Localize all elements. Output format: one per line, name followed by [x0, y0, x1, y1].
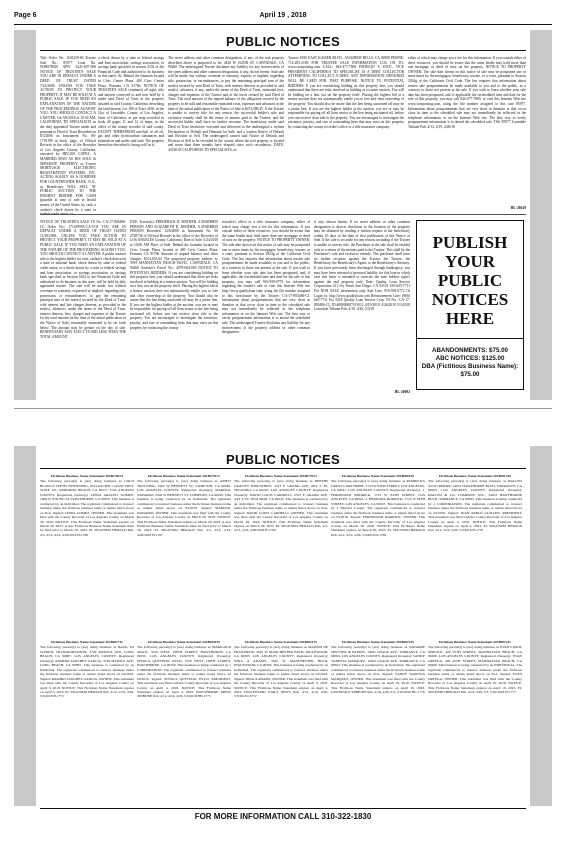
- fbn-notice-heading: Fictitious Business Name Statement 2018087235: [342, 640, 414, 644]
- fbn-notice-body: The following person(s) is (are) doing business as DEPTHS GRAVITY INDUSTRIES, 2313 E GRAND AVE, APT 3, EL SEGUNDO, CA 90245. LOS ANGELES COUNTY. Registered Owner(s): DAVID LOUIS CARDELLI, 2313 E GRAND AVE, APT 3, EL SEGUNDO, CA 90245. This business is conducted by an Individual. The registrant commenced to transact business under the fictitious business name or names listed above on N/A. Signed: DAVID LOUIS CARDELLI, OWNER. This statement was filed with the County Recorder of Los Angeles County on March 29, 2018. NOTICE: This Fictitious Name Statement expires on March 29, 2023. EL SEGUNDO HERALD Pub. 4/5, 4/12, 4/19, 4/26/2018 H-1768: [234, 479, 328, 533]
- right-gutter-bar-bottom: [530, 446, 552, 806]
- notice-col-4: either of which may charge you a fee for this information. If you consult either of these resources, you should be aware that the same lender may hold more than one mortgage or deed of trust on the property. NOTICE TO PROPERTY OWNER: The sale date shown on this notice of sale may be postponed one or more times by the mortgagee, beneficiary, trustee, or a court, pursuant to Section 2924g of the California Civil Code. The law requires that information about trustee sale postponements be made available to you and to the public, as a courtesy to those not present at the sale. If you wish to learn whether your sale date has been postponed, and, if applicable, the rescheduled time and date for the sale of this property, you may call 844-477-7869, or visit this Internet Web site www.stoxposting.com, using the file number assigned to this case 85977. Information about postponements that are very short in duration or that occur close in time to the scheduled sale may not immediately be reflected in the telephone information or on the Internet Web site. The best way to verify postponement information is to attend the scheduled sale. TS#: 85977 Lawndale Tribune Pub. 4/12, 4/19, 4/26/18: [408, 56, 526, 129]
- fbn-notice-heading: Fictitious Business Name Statement 2018081230: [439, 474, 511, 478]
- fbn-notice-heading: Fictitious Business Name Statement 2018080150: [342, 474, 414, 478]
- left-gutter-bar: [14, 30, 36, 400]
- fbn-notice: [137, 474, 231, 636]
- fbn-notice-body: The following person(s) is (are) doing business as BACK TO SCHOOL TRANSPORTATION, 3729 MYRTLE AVE, LONG BEACH, CA 90807. LOS ANGELES COUNTY. Registered Owner(s): RAMIRO SANCHEZ GARCIA, 3729 MYRTLE AVE, LONG BEACH, CA 90807. This business is conducted by an Individual. The registrant commenced to transact business under the fictitious business name or names listed above on 04/2018. Signed: RAMIRO SANCHEZ GARCIA, OWNER. This statement was filed with the County Recorder of Los Angeles County on April 3, 2018. NOTICE: This Fictitious Name Statement expires on April 3, 2023. EL SEGUNDO HERALD Pub. 4/12, 4/19, 4/26, 5/3/2018 H-1771: [40, 645, 134, 699]
- top-title-rule: [40, 50, 526, 51]
- footer-rule: [40, 808, 526, 809]
- fbn-notice-body: The following person(s) is (are) doing business as NAVARRE SHUTTER & BLINDS, 16931 OSAGE AVE, TORRANCE, CA 90504. LOS ANGELES COUNTY. Registered Owner(s): SANDY VANESSA MARQUEZ, 16931 OSAGE AVE, TORRANCE, CA 90504. This business is conducted by an Individual. The registrant commenced to transact business under the fictitious business name or names listed above on N/A. Signed: SANDY VANESSA MARQUEZ, OWNER. This statement was filed with the County Recorder of Los Angeles County on April 10, 2018. NOTICE: This Fictitious Name Statement expires on April 10, 2023. LAWNDALE TRIBUNE Pub. 4/19, 4/26, 5/3, 5/10/2018 HL-1776: [331, 645, 425, 694]
- bottom-section-title: PUBLIC NOTICES: [226, 452, 340, 467]
- fbn-notice-heading: Fictitious Business Name Statement 2018083179: [245, 640, 317, 644]
- fbn-notice-heading: Fictitious Business Name Statement 2018083015: [148, 640, 220, 644]
- fbn-notice: [40, 474, 134, 636]
- fbn-notice-heading: Fictitious Business Name Statement 2018079171: [148, 474, 220, 478]
- publish-notices-rates: ABANDONMENTS: $75.00 ABC NOTICES: $125.00 DBA (Fictitious Business Name): $75.00: [421, 347, 519, 378]
- fbn-notice-heading: Fictitious Business Name Statement 2018087241: [439, 640, 511, 644]
- section-divider: [14, 408, 552, 409]
- notice-col-1b: a check drawn by a state or federal savings and loan association, savings association, or savings bank specified in section 5102 of the Financial Code and authorized to do business in this state). At: Behind the fountain located in Civic Center Plaza, 400 Civic Center Plaza, Pomona, CA 91766. NOTICE OF TRUSTEE'S SALE continued all right, title and interest conveyed to and now held by it under said Deed of Trust in the property situated in said County, California describing the land therein: Lot 100 of Tract 4166, in the City of Lawndale, County of Los Angeles, State of California, as per map recorded in book 40 pages 11 and 12 of maps, in the office of the county recorder of said county. EXCEPT THEREFROM one-half of all oil, gas and other hydrocarbon substances and minerals in and under said land. The property heretofore described is being sold 'as is'.: [98, 56, 164, 148]
- top-mid-rule: [40, 214, 526, 215]
- fbn-notice-body: The following person(s) is (are) doing business as RODRICK'S GREAT CARE HOME, 1725 W 84TH STREET, LOS ANGELES, CA 90047. LOS ANGELES COUNTY. Registered Owner(s): 1. FERDINAND RODRICK, 1725 W 84TH STREET, LOS ANGELES, CA 90047. 2. BERNADA RODRICK, 1725 W 84TH STREET, LOS ANGELES, CA 90047. This business is conducted by a Married Couple. The registrant commenced to transact business under the fictitious business name or names listed above on 03/2018. Signed: FERDINAND RODRICK, OWNER. This statement was filed with the County Recorder of Los Angeles County on March 30, 2018. NOTICE: This Fictitious Name Statement expires on March 30, 2023. EL SEGUNDO HERALD Pub. 4/12, 4/19, 4/26, 5/3/2018 H-1769: [331, 479, 425, 537]
- fbn-notice-heading: Fictitious Business Name Statement 2018078674: [51, 474, 123, 478]
- fbn-notice-heading: Fictitious Business Name Statement 2018079172: [245, 474, 317, 478]
- publish-notices-ad: [416, 220, 524, 390]
- fbn-notice-body: The following person(s) is (are) doing business as MARIGOLD SPACE, 3729 WEST 138TH STREET, HAWTHORNE, CA 90250. LOS ANGELES COUNTY. Registered Owner(s): JESSICA QUEVEDO, PSY.D, 3729 WEST 138TH STREET, HAWTHORNE, CA 90250. This business is being conducted by a CORPORATION. The registrant commenced to transact business under the fictitious business name or names listed above on 04/2018. Signed: JESSICA QUEVEDO, PSY.D, PRESIDENT. This statement was filed with the County Recorder of Los Angeles County on April 4, 2018. NOTICE: This Fictitious Name Statement expires on April 4, 2023. HAWTHORNE PRESS TRIBUNE Pub. 4/12, 4/19, 4/26, 5/3/2018 HH-1775: [137, 645, 231, 699]
- fbn-notice-body: The following person(s) is (are) doing business as COCO BLANCO TEETH WHITENING, 8514 PACIFIC COAST HWY, SUITE 101, REDONDO BEACH, CA 90277. LOS ANGELES COUNTY. Registered Owner(s): LINDA ARACELI GOMEZ, 1009 W YOUNG ST, HAWTHORNE, CA 90250. This business is conducted by an Individual. The registrant commenced to transact business under the fictitious business name or names listed above on N/A. Signed: LINDA GOMEZ, OWNER. This statement was filed with the County Recorder of Los Angeles County on March 29, 2018. NOTICE: This Fictitious Name Statement expires on March 29, 2023. A new Fictitious Business Name Statement must be filed prior to March 29, 2023. EL SEGUNDO HERALD Pub. 4/5, 4/12, 4/19, 4/26/2018 H-1766: [40, 479, 134, 537]
- notice-col-6: DUE. Trustor(s): FREDERICK D. MATHER, A MARRIED PERSON AND ELIZABETH D. MATHER, A MARRIED PERSON Recorded: 12/8/2006 as Instrument No. 06 2720736 of Official Records in the office of the Recorder of LOS ANGELES County, California; Date of Sale: 5/24/2018 at 10:00 AM Place of Sale: Behind the fountain located in Civic Center Plaza, located at 400 Civic Center Plaza, Pomona CA 91766 Amount of unpaid balance and other charges: $512,655.62 The purported property address is: 3919 MANHATTAN BEACH BLVD., LAWNDALE, CA 90260 Assessor's Parcel No.: 4079-004-005 NOTICE TO POTENTIAL BIDDERS: If you are considering bidding on this property lien, you should understand that there are risks involved in bidding at a trustee auction. You will be bidding on a lien, not on the property itself. Placing the highest bid at a trustee auction does not automatically entitle you to free and clear ownership of the property. You should also be aware that the lien being auctioned off may be a junior lien. If you are the highest bidder at the auction, you are or may be responsible for paying off all liens senior to the lien being auctioned off, before you can receive clear title to the property. You are encouraged to investigate the existence, priority, and size of outstanding liens that may exist on this property by contacting the county: [130, 220, 218, 330]
- notice-col-7: recorder's office or a title insurance company, either of which may charge you a fee for this information. If you consult either of these resources, you should be aware that the same lender may hold more than one mortgage or deed of trust on the property. NOTICE TO PROPERTY OWNER: The sale date shown on this notice of sale may be postponed one or more times by the mortgagee, beneficiary, trustee, or a court, pursuant to Section 2924g of the California Civil Code. The law requires that information about trustee sale postponements be made available to you and to the public, as a courtesy to those not present at the sale. If you wish to learn whether your sale date has been postponed, and, if applicable, the rescheduled time and date for the sale of this property, you may call 916-939-0772 for information regarding the trustee's sale or visit this Internet Web site http://www.qualityloan.com, using the file number assigned to this foreclosure by the Trustee: CA-17-803486-CL Information about postponements that are very short in duration or that occur close in time to the scheduled sale may not immediately be reflected in the telephone information or on the Internet Web site. The best way to verify postponement information is to attend the scheduled sale. The undersigned Trustee disclaims any liability for any incorrectness of the property address or other common designation,: [222, 220, 310, 335]
- notice-col-1a: Title Order No. 1165239-60 Trustee Sale No.: 85977 Loan No. 9188078920 APN: 6121-007-008 NOTICE OF TRUSTEE'S SALE YOU ARE IN DEFAULT UNDER A DEED OF TRUST DATED 7/24/2006. UNLESS YOU TAKE ACTION TO PROTECT YOUR PROPERTY, IT MAY BE SOLD AT A PUBLIC SALE. IF YOU NEED AN EXPLANATION OF THE NATURE OF THE PROCEEDINGS AGAINST YOU, YOU SHOULD CONTACT A LAWYER. On 5/8/2018 at 10:30 AM, CALIFORNIA TD SPECIALISTS as the duly appointed Trustee under and pursuant to Deed of Trust Recorded on 8/3/2006 as Instrument No. 06-1719199 in book, page, of Official Records in the office of the Recorder of Los Angeles County, California, executed by HELIOS LOPEZ, A MARRIED MAN AS HIS SOLE & SEPARATE PROPERTY, as Trustor MORTGAGE ELECTRONIC REGISTRATION SYSTEMS, INC. ACTING SOLELY AS A NOMINEE FOR COUNTRYWIDE BANK, N.A., as Beneficiary WILL SELL AT PUBLIC AUCTION TO THE HIGHEST BIDDER FOR CASH (payable at time of sale in lawful money of the United States, by cash, a cashier's check drawn by a state or: [40, 56, 96, 212]
- notice-col-2: The street address and other common designation, if any, of the real property described above is purported to be: 4430 W 162ND ST, LAWNDALE, CA 90260. The undersigned Trustee disclaims any liability for any incorrectness of the street address and other common designation, if any, shown herein. Said sale will be made, but without covenant or warranty, express or implied, regarding title, possession, or encumbrances, to pay the remaining principal sum of the note(s) secured by said Deed of Trust, with interest thereon, as provided in said note(s), advances, if any, under the terms of the Deed of Trust, estimated fees, charges and expenses of the Trustee and of the trusts created by said Deed of Trust. The total amount of the unpaid balance of the obligation secured by the property to be sold and reasonable estimated costs, expenses and advances at the time of the initial publication of the Notice of Sale is $474,589.45. If the Trustee is unable to convey title for any reason, the successful bidder's sole and exclusive remedy shall be the return of monies paid to the Trustee, and the successful bidder shall have no further recourse. The beneficiary under said Deed of Trust heretofore executed and delivered to the undersigned a written Declaration of Default and Demand for Sale, and a written Notice of Default and Election to Sell. The undersigned caused said Notice of Default and Election of Sell to be recorded in the county where the real property is located and more than three months have elapsed since such recordation. DATE: 4/9/2018 CALIFORNIA TD SPECIALISTS, as: [168, 56, 284, 152]
- bottom-title-rule: [40, 468, 526, 469]
- fbn-notice-body: The following person(s) is (are) doing business as HALLEO AUTO REPAIR, 24651 HAWTHORNE BLVD, TORRANCE, CA 90505. LOS ANGELES COUNTY. Registered Owner(s): HALLEO & CO. COMPANY, INC., 24651 HAWTHORNE BLVD, TORRANCE, CA 90505. This business is being conducted by a CORPORATION. The registrant commenced to transact business under the fictitious business name or names listed above on 03/2018. Signed: JUAN PABLO GUILLEN, PRESIDENT. This statement was filed with the County Recorder of Los Angeles County on April 2, 2018. NOTICE: This Fictitious Name Statement expires on April 2, 2023. EL SEGUNDO HERALD Pub. 4/12, 4/19, 4/26, 5/3/2018 H-1770: [428, 479, 522, 533]
- top-section-title: PUBLIC NOTICES: [226, 34, 340, 49]
- fbn-notice: [428, 640, 522, 802]
- fbn-notice: [331, 474, 425, 636]
- notice-col-8: if any, shown herein. If no street address or other common designation is shown, directions to the location of the property may be obtained by sending a written request to the beneficiary within 10 days of the date of first publication of this Notice of Sale. If the sale is set aside for any reason, including if the Trustee is unable to convey title, the Purchaser at the sale shall be entitled only to a return of the monies paid to the Trustee. This shall be the Purchaser's sole and exclusive remedy. The purchaser shall have no further recourse against the Trustor, the Trustee, the Beneficiary, the Beneficiary's Agent, or the Beneficiary's Attorney. If you have previously been discharged through bankruptcy, you may have been released of personal liability for this loan in which case this letter is intended to exercise the note holders right's against the real property only. Date: Quality Loan Service Corporation 411 Ivy Street San Diego, CA 92101 619-645-7711 For NON SALE information only Sale Line: 916-939-0772 Or Login to: http://www.qualityloan.com Reinstatement Line: (866) 645-7711 Ext 5318 Quality Loan Service Corp. TS No.: CA-17-803486-CL ID.#00000007415012 4/19/2018 4/26/2018 5/3/2018 Lawndale Tribune Pub. 4/19, 4/26, 5/3/18: [314, 220, 410, 312]
- fbn-notice-body: The following person(s) is (are) doing business as MAISON DE FRAICHEUR, 3545 W MANCHESTER BLVD, INGLEWOOD, CA 90305. LOS ANGELES COUNTY. Registered Owner(s): NINA A ADAMS, 3545 W MANCHESTER BLVD, INGLEWOOD, CA 90305. This business is being conducted by an Individual. The registrant commenced to transact business under the fictitious business name or names listed above on 04/2018. Signed: NINA A ADAMS, OWNER. This statement was filed with the County Recorder of Los Angeles County on April 4, 2018. NOTICE: This Fictitious Name Statement expires on April 4, 2023. INGLEWOOD DAILY NEWS Pub. 4/12, 4/19, 4/26, 5/3/2018 I-3772: [234, 645, 328, 699]
- notice-id-1: HL-26619: [510, 206, 526, 210]
- notice-col-3: Trustee 8190 EAST KAISER BLVD., ANAHEIM HILLS, CA 92808 PHONE: 714-283-2180 FOR TRUSTEE SALE INFORMATION LOG ON TO: www.stoxposting.com CALL: 844-477-7869 PATRICIO S. INCE', VICE PRESIDENT CALIFORNIA TD SPECIALIST IS A DEBT COLLECTOR ATTEMPTING TO COLLECT A DEBT. ANY INFORMATION OBTAINED WILL BE USED FOR THAT PURPOSE. NOTICE TO POTENTIAL BIDDERS: If you are considering bidding on this property lien, you should understand that there are risks involved in bidding at a trustee auction. You will be bidding on a lien, not on the property itself. Placing the highest bid at a trustee auction does not automatically entitle you to free and clear ownership of the property. You should also be aware that the lien being auctioned off may be a junior lien. If you are the highest bidder at the auction, you are or may be responsible for paying off all liens senior to the lien being auctioned off, before you can receive clear title to the property. You are encouraged to investigate the existence, priority, and size of outstanding liens that may exist on this property by contacting the county recorder's office or a title insurance company,: [288, 56, 404, 129]
- notice-col-5: NOTICE OF TRUSTEE'S SALE TS No. CA-17-803486-CL Order No.: 171189993-CA-VOI YOU ARE IN DEFAULT UNDER A DEED OF TRUST DATED 11/30/2006. UNLESS YOU TAKE ACTION TO PROTECT YOUR PROPERTY, IT MAY BE SOLD AT A PUBLIC SALE. IF YOU NEED AN EXPLANATION OF THE NATURE OF THE PROCEEDING AGAINST YOU, YOU SHOULD CONTACT A LAWYER. A public auction sale to the highest bidder for cash, cashier's check drawn on a state or national bank, check drawn by state or federal credit union, or a check drawn by a state or federal savings and loan association, or savings association, or savings bank specified in Section 5102 to the Financial Code and authorized to do business in this state, will be held by duly appointed trustee. The sale will be made, but without covenant or warranty, expressed or implied, regarding title, possession, or encumbrances, to pay the remaining principal sum of the note(s) secured by the Deed of Trust, with interest and late charges thereon, as provided in the note(s), advances, under the terms of the Deed of Trust, interest thereon, fees, charges and expenses of the Trustee for the total amount (at the time of the initial publication of the Notice of Sale) reasonably estimated to be set forth below. The amount may be greater on the day of sale. BENEFICIARY MAY ELECT TO BID LESS THAN THE TOTAL AMOUNT: [40, 220, 126, 339]
- issue-date: April 19 , 2018: [259, 12, 307, 19]
- fbn-notice: [331, 640, 425, 802]
- right-gutter-bar: [530, 30, 552, 400]
- footer-info: FOR MORE INFORMATION CALL 310-322-1830: [194, 812, 372, 821]
- fbn-notice: [234, 640, 328, 802]
- header-rule: [14, 24, 552, 25]
- fbn-notice: [137, 640, 231, 802]
- fbn-notice-heading: Fictitious Business Name Statement 2018081711: [51, 640, 123, 644]
- left-gutter-bar-bottom: [14, 446, 36, 806]
- fbn-notice-body: The following person(s) is (are) doing business as AMETI TRUCKING, 2502 W BENNETT ST, COMPTON, CA 90220. LOS ANGELES COUNTY. Registered Owner(s): MARISOL NAVARRO, 2502 W BENNETT ST, COMPTON, CA 90220. This business is being conducted by an Individual. The registrant commenced to transact business under the fictitious business name or names listed above on 03/2018. Signed: MARISOL NAVARRO, OWNER. This statement was filed with the County Recorder of Los Angeles County on March 29, 2018. NOTICE: This Fictitious Name Statement expires on March 29, 2023. A new Fictitious Business Name Statement must be filed prior to March 29, 2023. EL SEGUNDO HERALD Pub. 4/5, 4/12, 4/19, 4/26/2018 H-1767: [137, 479, 231, 537]
- publish-notices-headline: PUBLISH YOUR PUBLIC NOTICES HERE: [417, 221, 523, 339]
- fbn-notice: [40, 640, 134, 802]
- fbn-notice: [428, 474, 522, 636]
- fbn-notice-body: The following person(s) is (are) doing business as EVAN'S POOL SERVICE, 429 25TH STREET, MANHATTAN BEACH, CA 90266. LOS ANGELES COUNTY. Registered Owner(s): EVAN ORTEGA, 429 25TH STREET, MANHATTAN BEACH, CA 90266. This business is being conducted by an INDIVIDUAL. The registrant commenced to transact business under the fictitious business name or names listed above on N/A. Signed: EVAN ORTEGA, OWNER. This statement was filed with the County Recorder of Los Angeles County on April 10, 2018. NOTICE: This Fictitious Name Statement expires on April 10, 2023. EL SEGUNDO HERALD Pub. 4/19, 4/26, 5/3, 5/10/2018 H-1777: [428, 645, 522, 694]
- fbn-notice: [234, 474, 328, 636]
- page-number: Page 6: [14, 12, 37, 19]
- notice-id-2: HL-26692: [394, 390, 410, 394]
- page-header: [14, 12, 552, 24]
